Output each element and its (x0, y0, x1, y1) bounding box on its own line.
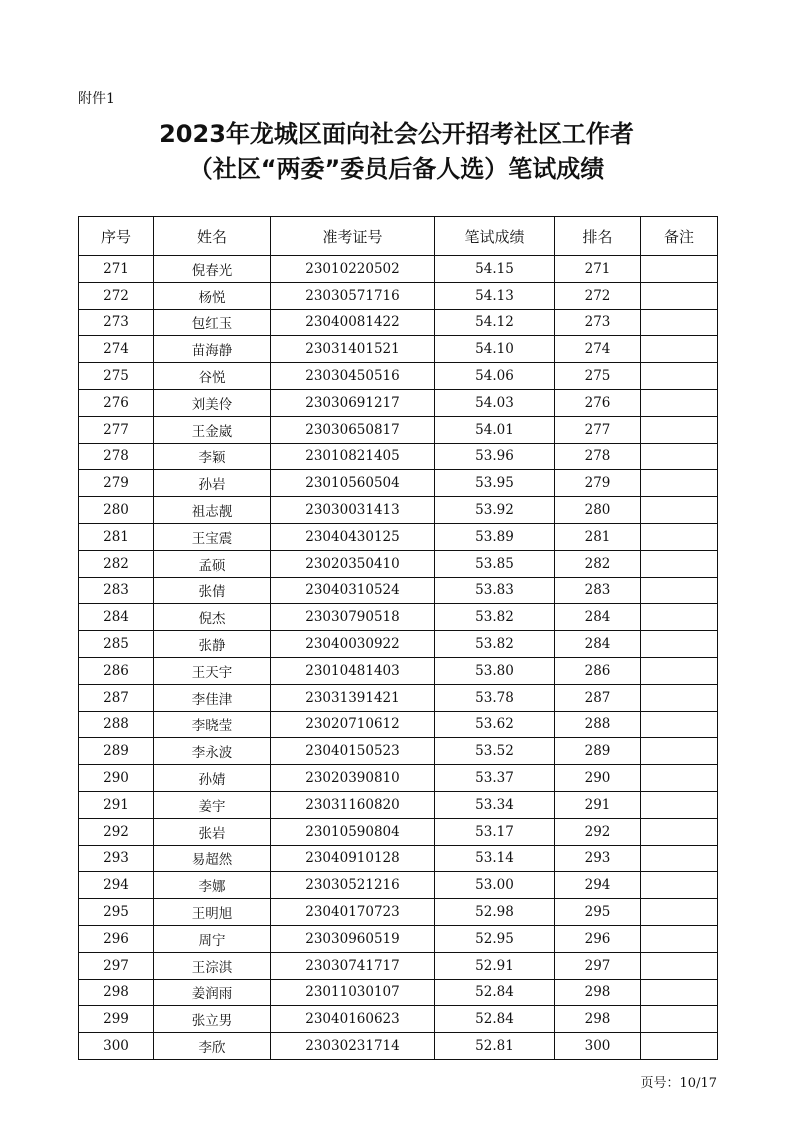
cell-written-score: 52.98 (435, 899, 555, 926)
cell-remarks (641, 952, 718, 979)
cell-name: 王淙淇 (154, 952, 271, 979)
cell-name: 孙岩 (154, 470, 271, 497)
cell-rank: 300 (555, 1033, 641, 1060)
table-row (79, 657, 718, 684)
cell-exam-number: 23031401521 (271, 336, 435, 363)
cell-seq: 288 (79, 711, 154, 738)
cell-remarks (641, 657, 718, 684)
cell-written-score: 53.17 (435, 818, 555, 845)
cell-written-score: 53.34 (435, 791, 555, 818)
cell-exam-number: 23040310524 (271, 577, 435, 604)
cell-remarks (641, 389, 718, 416)
cell-seq: 294 (79, 872, 154, 899)
table-row (79, 765, 718, 792)
cell-remarks (641, 443, 718, 470)
cell-rank: 292 (555, 818, 641, 845)
table-row (79, 256, 718, 283)
cell-name: 李娜 (154, 872, 271, 899)
cell-exam-number: 23040170723 (271, 899, 435, 926)
cell-name: 李永波 (154, 738, 271, 765)
cell-seq: 286 (79, 657, 154, 684)
cell-exam-number: 23030650817 (271, 416, 435, 443)
cell-rank: 283 (555, 577, 641, 604)
cell-written-score: 52.81 (435, 1033, 555, 1060)
cell-remarks (641, 577, 718, 604)
cell-written-score: 53.83 (435, 577, 555, 604)
table-row (79, 577, 718, 604)
cell-seq: 285 (79, 631, 154, 658)
table-row (79, 497, 718, 524)
cell-seq: 292 (79, 818, 154, 845)
cell-written-score: 53.62 (435, 711, 555, 738)
header-remarks: 备注 (641, 217, 718, 256)
cell-written-score: 54.12 (435, 309, 555, 336)
cell-remarks (641, 497, 718, 524)
cell-exam-number: 23030790518 (271, 604, 435, 631)
cell-exam-number: 23020350410 (271, 550, 435, 577)
score-table (78, 216, 718, 1060)
cell-remarks (641, 791, 718, 818)
table-row (79, 899, 718, 926)
cell-exam-number: 23040430125 (271, 523, 435, 550)
cell-seq: 296 (79, 925, 154, 952)
cell-remarks (641, 1006, 718, 1033)
cell-name: 王宝震 (154, 523, 271, 550)
cell-exam-number: 23030231714 (271, 1033, 435, 1060)
cell-name: 倪春光 (154, 256, 271, 283)
table-row (79, 1006, 718, 1033)
table-row (79, 282, 718, 309)
cell-exam-number: 23040910128 (271, 845, 435, 872)
cell-exam-number: 23010821405 (271, 443, 435, 470)
cell-written-score: 53.82 (435, 604, 555, 631)
cell-written-score: 54.03 (435, 389, 555, 416)
cell-seq: 279 (79, 470, 154, 497)
cell-written-score: 52.84 (435, 979, 555, 1006)
cell-rank: 287 (555, 684, 641, 711)
cell-rank: 297 (555, 952, 641, 979)
cell-name: 张岩 (154, 818, 271, 845)
cell-rank: 272 (555, 282, 641, 309)
cell-exam-number: 23040160623 (271, 1006, 435, 1033)
cell-remarks (641, 416, 718, 443)
cell-name: 倪杰 (154, 604, 271, 631)
table-row (79, 631, 718, 658)
cell-rank: 274 (555, 336, 641, 363)
cell-rank: 275 (555, 363, 641, 390)
cell-name: 刘美伶 (154, 389, 271, 416)
cell-seq: 275 (79, 363, 154, 390)
page-title: 2023年龙城区面向社会公开招考社区工作者 (159, 120, 634, 148)
cell-name: 李佳津 (154, 684, 271, 711)
cell-remarks (641, 845, 718, 872)
cell-rank: 284 (555, 631, 641, 658)
cell-name: 苗海静 (154, 336, 271, 363)
cell-rank: 289 (555, 738, 641, 765)
cell-written-score: 53.14 (435, 845, 555, 872)
cell-rank: 281 (555, 523, 641, 550)
table-row (79, 389, 718, 416)
cell-seq: 280 (79, 497, 154, 524)
table-row (79, 872, 718, 899)
header-written-score: 笔试成绩 (435, 217, 555, 256)
cell-rank: 298 (555, 979, 641, 1006)
cell-remarks (641, 738, 718, 765)
page-number: 页号：10/17 (640, 1076, 717, 1091)
table-row (79, 443, 718, 470)
cell-name: 易超然 (154, 845, 271, 872)
score-table-head (79, 217, 718, 256)
score-table-body (79, 256, 718, 1060)
cell-name: 王金崴 (154, 416, 271, 443)
cell-exam-number: 23031391421 (271, 684, 435, 711)
cell-remarks (641, 336, 718, 363)
cell-seq: 271 (79, 256, 154, 283)
cell-remarks (641, 818, 718, 845)
cell-exam-number: 23030521216 (271, 872, 435, 899)
cell-remarks (641, 765, 718, 792)
cell-written-score: 54.15 (435, 256, 555, 283)
cell-written-score: 53.52 (435, 738, 555, 765)
cell-remarks (641, 925, 718, 952)
table-row (79, 738, 718, 765)
cell-rank: 288 (555, 711, 641, 738)
cell-name: 张立男 (154, 1006, 271, 1033)
cell-seq: 287 (79, 684, 154, 711)
cell-written-score: 53.95 (435, 470, 555, 497)
cell-written-score: 53.80 (435, 657, 555, 684)
header-name: 姓名 (154, 217, 271, 256)
header-exam-number: 准考证号 (271, 217, 435, 256)
table-row (79, 416, 718, 443)
cell-name: 李晓莹 (154, 711, 271, 738)
table-row (79, 979, 718, 1006)
cell-remarks (641, 979, 718, 1006)
table-row (79, 845, 718, 872)
cell-exam-number: 23020390810 (271, 765, 435, 792)
cell-rank: 291 (555, 791, 641, 818)
page-subtitle: （社区“两委”委员后备人选）笔试成绩 (188, 155, 605, 183)
cell-written-score: 53.82 (435, 631, 555, 658)
cell-remarks (641, 550, 718, 577)
cell-seq: 283 (79, 577, 154, 604)
cell-name: 李欣 (154, 1033, 271, 1060)
cell-seq: 284 (79, 604, 154, 631)
cell-rank: 295 (555, 899, 641, 926)
cell-name: 祖志靓 (154, 497, 271, 524)
cell-remarks (641, 256, 718, 283)
cell-seq: 299 (79, 1006, 154, 1033)
cell-seq: 295 (79, 899, 154, 926)
cell-seq: 291 (79, 791, 154, 818)
cell-exam-number: 23010590804 (271, 818, 435, 845)
cell-rank: 273 (555, 309, 641, 336)
cell-written-score: 53.85 (435, 550, 555, 577)
cell-remarks (641, 523, 718, 550)
cell-seq: 281 (79, 523, 154, 550)
cell-seq: 276 (79, 389, 154, 416)
table-row (79, 711, 718, 738)
cell-exam-number: 23011030107 (271, 979, 435, 1006)
cell-exam-number: 23030450516 (271, 363, 435, 390)
cell-rank: 286 (555, 657, 641, 684)
cell-written-score: 54.13 (435, 282, 555, 309)
cell-rank: 276 (555, 389, 641, 416)
cell-written-score: 52.95 (435, 925, 555, 952)
cell-rank: 271 (555, 256, 641, 283)
header-seq: 序号 (79, 217, 154, 256)
table-row (79, 550, 718, 577)
cell-name: 姜润雨 (154, 979, 271, 1006)
cell-rank: 290 (555, 765, 641, 792)
cell-exam-number: 23010220502 (271, 256, 435, 283)
cell-name: 姜宇 (154, 791, 271, 818)
cell-written-score: 52.84 (435, 1006, 555, 1033)
cell-written-score: 54.10 (435, 336, 555, 363)
cell-seq: 298 (79, 979, 154, 1006)
cell-written-score: 54.06 (435, 363, 555, 390)
cell-seq: 278 (79, 443, 154, 470)
cell-name: 李颖 (154, 443, 271, 470)
attachment-label: 附件1 (78, 91, 115, 107)
header-row (79, 217, 718, 256)
table-row (79, 952, 718, 979)
cell-seq: 300 (79, 1033, 154, 1060)
table-row (79, 791, 718, 818)
cell-name: 包红玉 (154, 309, 271, 336)
table-row (79, 309, 718, 336)
cell-rank: 294 (555, 872, 641, 899)
cell-rank: 293 (555, 845, 641, 872)
cell-name: 王天宇 (154, 657, 271, 684)
cell-seq: 290 (79, 765, 154, 792)
cell-rank: 282 (555, 550, 641, 577)
cell-remarks (641, 604, 718, 631)
cell-name: 孟硕 (154, 550, 271, 577)
cell-name: 谷悦 (154, 363, 271, 390)
table-row (79, 818, 718, 845)
table-row (79, 363, 718, 390)
cell-remarks (641, 309, 718, 336)
cell-name: 张倩 (154, 577, 271, 604)
cell-exam-number: 23031160820 (271, 791, 435, 818)
cell-seq: 272 (79, 282, 154, 309)
cell-name: 杨悦 (154, 282, 271, 309)
cell-rank: 277 (555, 416, 641, 443)
cell-rank: 278 (555, 443, 641, 470)
cell-name: 王明旭 (154, 899, 271, 926)
cell-exam-number: 23040150523 (271, 738, 435, 765)
cell-exam-number: 23020710612 (271, 711, 435, 738)
cell-name: 孙婧 (154, 765, 271, 792)
cell-written-score: 52.91 (435, 952, 555, 979)
table-row (79, 925, 718, 952)
cell-exam-number: 23010481403 (271, 657, 435, 684)
table-row (79, 336, 718, 363)
cell-written-score: 53.96 (435, 443, 555, 470)
cell-rank: 296 (555, 925, 641, 952)
cell-written-score: 53.78 (435, 684, 555, 711)
cell-remarks (641, 631, 718, 658)
cell-rank: 298 (555, 1006, 641, 1033)
table-row (79, 523, 718, 550)
cell-remarks (641, 470, 718, 497)
cell-remarks (641, 872, 718, 899)
cell-rank: 279 (555, 470, 641, 497)
cell-rank: 284 (555, 604, 641, 631)
cell-written-score: 54.01 (435, 416, 555, 443)
cell-name: 周宁 (154, 925, 271, 952)
cell-remarks (641, 282, 718, 309)
cell-exam-number: 23030031413 (271, 497, 435, 524)
cell-remarks (641, 684, 718, 711)
cell-exam-number: 23030691217 (271, 389, 435, 416)
cell-written-score: 53.37 (435, 765, 555, 792)
cell-seq: 293 (79, 845, 154, 872)
header-rank: 排名 (555, 217, 641, 256)
cell-written-score: 53.92 (435, 497, 555, 524)
cell-written-score: 53.89 (435, 523, 555, 550)
cell-name: 张静 (154, 631, 271, 658)
cell-remarks (641, 363, 718, 390)
cell-exam-number: 23030960519 (271, 925, 435, 952)
cell-seq: 289 (79, 738, 154, 765)
cell-exam-number: 23030741717 (271, 952, 435, 979)
cell-seq: 277 (79, 416, 154, 443)
cell-seq: 273 (79, 309, 154, 336)
cell-exam-number: 23010560504 (271, 470, 435, 497)
cell-exam-number: 23040030922 (271, 631, 435, 658)
table-row (79, 470, 718, 497)
cell-remarks (641, 711, 718, 738)
cell-exam-number: 23030571716 (271, 282, 435, 309)
cell-exam-number: 23040081422 (271, 309, 435, 336)
cell-remarks (641, 899, 718, 926)
cell-written-score: 53.00 (435, 872, 555, 899)
cell-seq: 274 (79, 336, 154, 363)
cell-seq: 282 (79, 550, 154, 577)
table-row (79, 684, 718, 711)
table-row (79, 1033, 718, 1060)
cell-rank: 280 (555, 497, 641, 524)
cell-remarks (641, 1033, 718, 1060)
table-row (79, 604, 718, 631)
cell-seq: 297 (79, 952, 154, 979)
